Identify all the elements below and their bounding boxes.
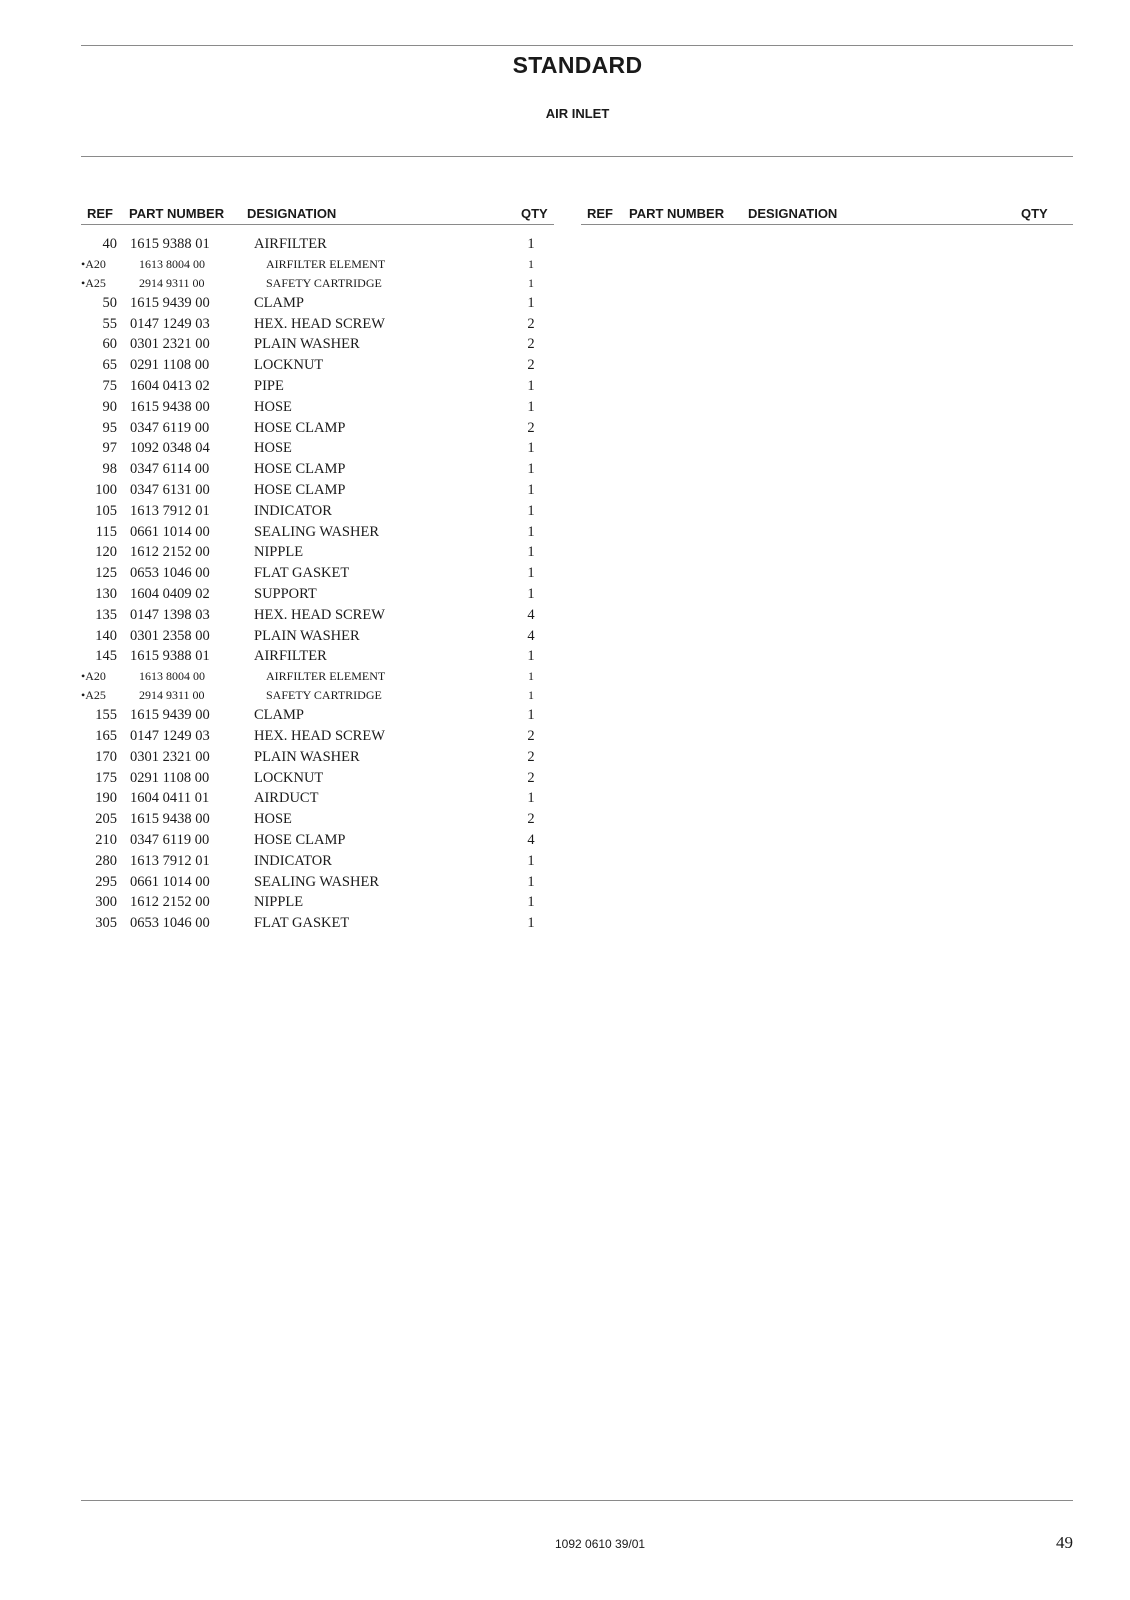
part-ref: •A25 xyxy=(81,688,106,703)
part-number: 1615 9388 01 xyxy=(130,236,210,252)
part-row xyxy=(81,234,561,255)
part-ref: 55 xyxy=(102,315,117,332)
part-row xyxy=(81,397,561,418)
part-qty: 1 xyxy=(527,585,535,602)
part-designation: PLAIN WASHER xyxy=(254,627,360,644)
part-row xyxy=(81,542,561,563)
part-qty: 4 xyxy=(527,606,535,623)
part-row xyxy=(81,830,561,851)
col-designation: DESIGNATION xyxy=(748,206,838,221)
part-designation: AIRFILTER xyxy=(254,648,327,665)
left-column-header xyxy=(81,206,554,225)
part-row xyxy=(81,626,561,647)
part-number: 1604 0409 02 xyxy=(130,585,210,602)
part-qty: 4 xyxy=(527,831,535,848)
part-designation: AIRFILTER ELEMENT xyxy=(266,669,386,684)
part-qty: 1 xyxy=(527,294,535,311)
part-designation: HOSE CLAMP xyxy=(254,481,346,498)
part-qty: 2 xyxy=(527,727,535,744)
part-designation: SUPPORT xyxy=(254,585,317,602)
part-number: 0347 6119 00 xyxy=(130,831,210,848)
part-ref: 115 xyxy=(95,523,117,540)
part-ref: 295 xyxy=(95,873,117,890)
part-qty: 1 xyxy=(528,688,534,703)
part-qty: 1 xyxy=(527,502,535,519)
part-qty: 1 xyxy=(527,377,535,394)
part-qty: 1 xyxy=(527,461,535,478)
part-ref: 105 xyxy=(95,502,117,519)
part-ref: 135 xyxy=(95,606,117,623)
part-designation: PLAIN WASHER xyxy=(254,336,360,353)
part-ref: 305 xyxy=(95,915,117,932)
part-designation: HOSE CLAMP xyxy=(254,461,346,478)
part-number: 1615 9438 00 xyxy=(130,398,210,415)
part-designation: FLAT GASKET xyxy=(254,565,350,582)
part-number: 1613 8004 00 xyxy=(139,669,205,684)
part-qty: 4 xyxy=(527,627,535,644)
part-qty: 2 xyxy=(527,419,535,436)
part-ref: 100 xyxy=(95,481,117,498)
part-row xyxy=(81,438,561,459)
page-number: 49 xyxy=(1056,1533,1073,1552)
header-rule xyxy=(81,156,1073,157)
part-row xyxy=(81,418,561,439)
part-designation: SEALING WASHER xyxy=(254,873,379,890)
part-number: 1092 0348 04 xyxy=(130,440,210,457)
part-row xyxy=(81,376,561,397)
part-designation: INDICATOR xyxy=(254,502,332,519)
part-designation: SEALING WASHER xyxy=(254,523,379,540)
part-designation: PIPE xyxy=(254,377,284,394)
part-row xyxy=(81,605,561,626)
part-ref: •A20 xyxy=(81,669,106,684)
part-qty: 2 xyxy=(527,811,535,828)
part-number: 1604 0413 02 xyxy=(130,377,210,394)
part-row xyxy=(81,705,561,726)
part-ref: 165 xyxy=(95,727,117,744)
part-number: 0301 2321 00 xyxy=(130,748,210,765)
part-ref: 60 xyxy=(102,336,117,353)
col-part-number: PART NUMBER xyxy=(629,206,725,221)
part-ref: •A25 xyxy=(81,275,106,290)
part-row xyxy=(81,892,561,913)
col-ref: REF xyxy=(87,206,113,221)
part-qty: 1 xyxy=(527,544,535,561)
part-number: 0653 1046 00 xyxy=(130,565,210,582)
part-ref: 170 xyxy=(95,748,117,765)
part-ref: 97 xyxy=(102,440,117,457)
part-number: 0301 2358 00 xyxy=(130,627,210,644)
part-row xyxy=(81,646,561,667)
part-number: 0347 6114 00 xyxy=(130,461,210,478)
part-subitem-row xyxy=(81,255,561,274)
part-number: 0661 1014 00 xyxy=(130,523,210,540)
part-row xyxy=(81,314,561,335)
part-ref: 75 xyxy=(102,377,117,394)
footer-rule xyxy=(81,1500,1073,1501)
part-qty: 1 xyxy=(527,398,535,415)
part-qty: 1 xyxy=(527,523,535,540)
part-ref: 90 xyxy=(102,398,117,415)
part-row xyxy=(81,809,561,830)
col-qty: QTY xyxy=(521,206,548,221)
col-designation: DESIGNATION xyxy=(247,206,337,221)
part-designation: NIPPLE xyxy=(254,544,304,561)
part-row xyxy=(81,355,561,376)
col-qty: QTY xyxy=(1021,206,1048,221)
part-number: 1613 7912 01 xyxy=(130,502,210,519)
part-ref: 140 xyxy=(95,627,117,644)
part-qty: 1 xyxy=(527,894,535,911)
part-designation: HOSE xyxy=(254,440,292,457)
part-designation: LOCKNUT xyxy=(254,357,324,374)
part-number: 2914 9311 00 xyxy=(139,688,205,703)
part-ref: 205 xyxy=(95,811,117,828)
part-designation: HEX. HEAD SCREW xyxy=(254,606,385,623)
part-row xyxy=(81,522,561,543)
part-row xyxy=(81,851,561,872)
part-designation: CLAMP xyxy=(254,294,304,311)
part-designation: HEX. HEAD SCREW xyxy=(254,727,385,744)
part-designation: LOCKNUT xyxy=(254,769,324,786)
part-qty: 1 xyxy=(527,481,535,498)
part-number: 0147 1249 03 xyxy=(130,727,210,744)
part-qty: 1 xyxy=(527,790,535,807)
part-ref: 145 xyxy=(95,648,117,665)
part-number: 0147 1249 03 xyxy=(130,315,210,332)
part-number: 0301 2321 00 xyxy=(130,336,210,353)
part-number: 2914 9311 00 xyxy=(139,275,205,290)
part-designation: AIRFILTER ELEMENT xyxy=(266,256,386,271)
part-qty: 1 xyxy=(528,275,534,290)
part-number: 0347 6131 00 xyxy=(130,481,210,498)
part-row xyxy=(81,563,561,584)
part-ref: 130 xyxy=(95,585,117,602)
part-number: 1615 9439 00 xyxy=(130,294,210,311)
part-ref: 120 xyxy=(95,544,117,561)
part-row xyxy=(81,872,561,893)
part-ref: 210 xyxy=(95,831,117,848)
part-qty: 1 xyxy=(528,256,534,271)
part-designation: HEX. HEAD SCREW xyxy=(254,315,385,332)
part-qty: 1 xyxy=(527,915,535,932)
part-designation: HOSE xyxy=(254,811,292,828)
part-designation: CLAMP xyxy=(254,707,304,724)
part-row xyxy=(81,501,561,522)
part-ref: 98 xyxy=(102,461,117,478)
part-qty: 1 xyxy=(527,852,535,869)
part-qty: 2 xyxy=(527,336,535,353)
part-row xyxy=(81,293,561,314)
part-row xyxy=(81,913,561,934)
top-rule xyxy=(81,45,1073,46)
col-part-number: PART NUMBER xyxy=(129,206,225,221)
part-number: 0291 1108 00 xyxy=(130,357,210,374)
part-qty: 1 xyxy=(528,669,534,684)
part-ref: 125 xyxy=(95,565,117,582)
part-number: 0347 6119 00 xyxy=(130,419,210,436)
part-number: 1612 2152 00 xyxy=(130,894,210,911)
part-row xyxy=(81,747,561,768)
part-number: 1615 9388 01 xyxy=(130,648,210,665)
part-qty: 2 xyxy=(527,748,535,765)
part-designation: HOSE CLAMP xyxy=(254,831,346,848)
part-designation: FLAT GASKET xyxy=(254,915,350,932)
page-title: STANDARD xyxy=(512,52,643,78)
part-number: 1604 0411 01 xyxy=(130,790,210,807)
part-qty: 1 xyxy=(527,236,535,252)
section-subtitle: AIR INLET xyxy=(545,106,610,121)
part-qty: 1 xyxy=(527,707,535,724)
part-qty: 2 xyxy=(527,769,535,786)
part-designation: INDICATOR xyxy=(254,852,332,869)
part-ref: 190 xyxy=(95,790,117,807)
part-number: 1613 8004 00 xyxy=(139,256,205,271)
part-row xyxy=(81,726,561,747)
part-designation: HOSE xyxy=(254,398,292,415)
parts-list xyxy=(81,234,561,934)
part-designation: SAFETY CARTRIDGE xyxy=(266,275,382,290)
part-designation: AIRFILTER xyxy=(254,236,327,252)
part-number: 1613 7912 01 xyxy=(130,852,210,869)
part-row xyxy=(81,459,561,480)
part-ref: •A20 xyxy=(81,256,106,271)
part-ref: 300 xyxy=(95,894,117,911)
part-ref: 95 xyxy=(102,419,117,436)
part-number: 0653 1046 00 xyxy=(130,915,210,932)
part-row xyxy=(81,768,561,789)
part-qty: 2 xyxy=(527,315,535,332)
part-qty: 1 xyxy=(527,565,535,582)
part-ref: 50 xyxy=(102,294,117,311)
part-number: 0661 1014 00 xyxy=(130,873,210,890)
document-code: 1092 0610 39/01 xyxy=(555,1537,646,1551)
part-number: 1612 2152 00 xyxy=(130,544,210,561)
part-number: 1615 9438 00 xyxy=(130,811,210,828)
part-ref: 65 xyxy=(102,357,117,374)
part-subitem-row xyxy=(81,667,561,686)
col-ref: REF xyxy=(587,206,613,221)
part-subitem-row xyxy=(81,274,561,293)
part-number: 1615 9439 00 xyxy=(130,707,210,724)
part-ref: 280 xyxy=(95,852,117,869)
part-designation: AIRDUCT xyxy=(254,790,319,807)
part-qty: 1 xyxy=(527,440,535,457)
part-designation: SAFETY CARTRIDGE xyxy=(266,688,382,703)
part-ref: 155 xyxy=(95,707,117,724)
part-ref: 40 xyxy=(102,236,117,252)
part-designation: HOSE CLAMP xyxy=(254,419,346,436)
part-row xyxy=(81,584,561,605)
part-number: 0147 1398 03 xyxy=(130,606,210,623)
part-qty: 1 xyxy=(527,873,535,890)
part-qty: 2 xyxy=(527,357,535,374)
part-row xyxy=(81,480,561,501)
part-row xyxy=(81,334,561,355)
part-number: 0291 1108 00 xyxy=(130,769,210,786)
part-row xyxy=(81,788,561,809)
part-subitem-row xyxy=(81,686,561,705)
part-qty: 1 xyxy=(527,648,535,665)
part-ref: 175 xyxy=(95,769,117,786)
part-designation: PLAIN WASHER xyxy=(254,748,360,765)
part-designation: NIPPLE xyxy=(254,894,304,911)
right-column-header xyxy=(581,206,1073,225)
